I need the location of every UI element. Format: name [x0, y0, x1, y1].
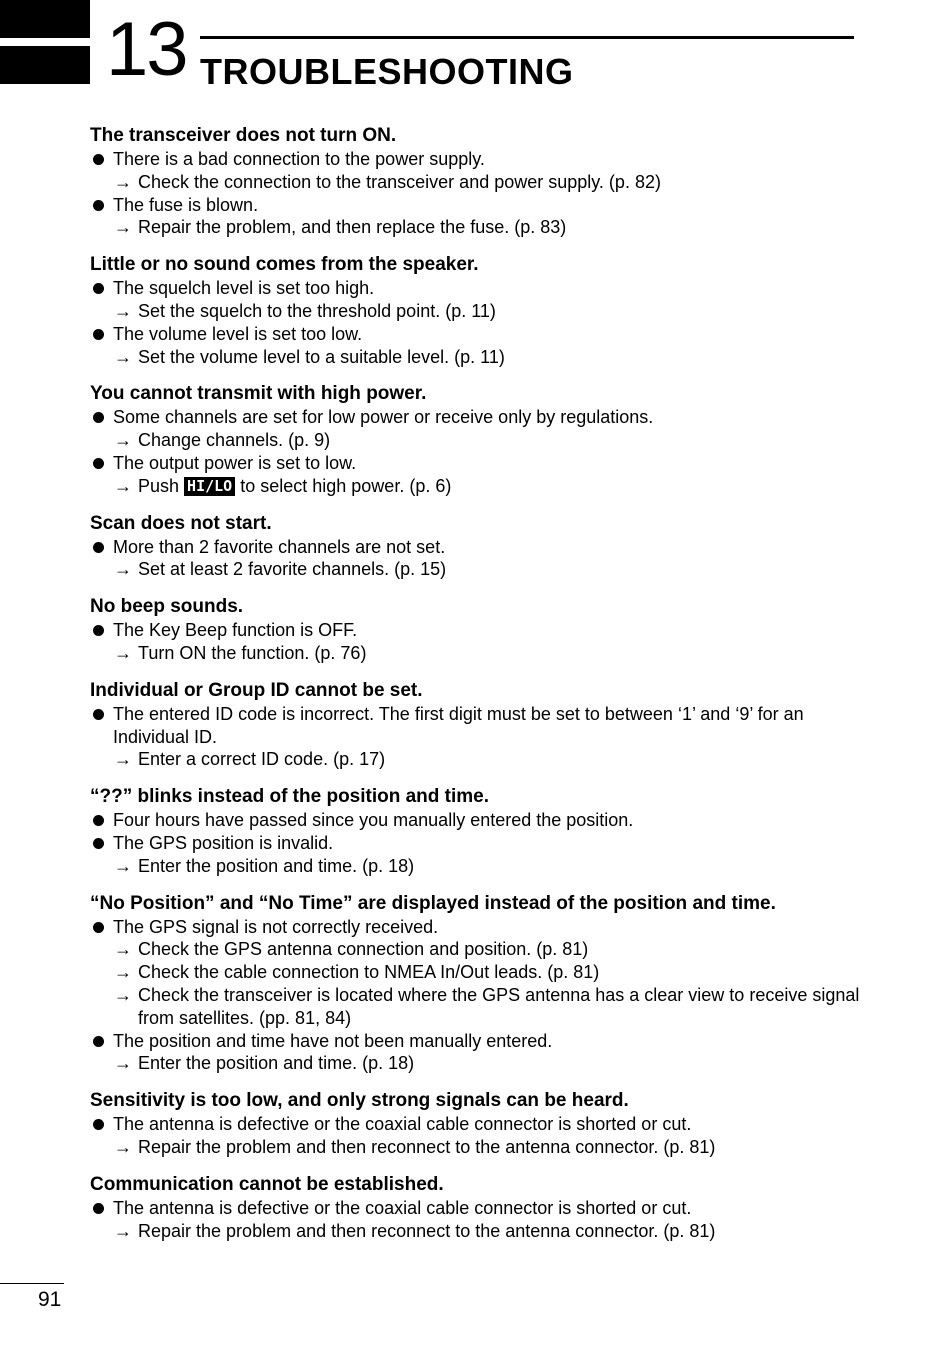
remedy-text: Repair the problem and then reconnect to the antenna connector. (p. 81) — [138, 1220, 716, 1241]
right-arrow-icon: → — [114, 1136, 132, 1157]
section-title: You cannot transmit with high power. — [90, 383, 427, 405]
remedy-text: Repair the problem, and then replace the fuse. (p. 83) — [138, 217, 567, 238]
remedy-item — [90, 1220, 870, 1243]
trouble-section — [90, 124, 870, 239]
right-arrow-icon: → — [114, 171, 132, 192]
bullet-dot-icon — [93, 412, 104, 423]
remedy-item — [90, 961, 870, 984]
trouble-section — [90, 1089, 870, 1159]
bullet-dot-icon — [93, 815, 104, 826]
symptom-item — [90, 1113, 870, 1136]
right-arrow-icon: → — [114, 642, 132, 663]
remedy-text: Check the connection to the transceiver and power supply. (p. 82) — [138, 171, 661, 192]
symptom-text: The antenna is defective or the coaxial cable connector is shorted or cut. — [113, 1114, 692, 1135]
remedy-text: Change channels. (p. 9) — [138, 430, 331, 451]
remedy-item — [90, 642, 870, 665]
right-arrow-icon: → — [114, 1220, 132, 1241]
remedy-text: Enter the position and time. (p. 18) — [138, 1053, 415, 1074]
trouble-section — [90, 512, 870, 582]
remedy-text: Set the volume level to a suitable level. (p. 11) — [138, 346, 505, 367]
remedy-item — [90, 984, 870, 1030]
footer-rule — [0, 1283, 64, 1284]
symptom-item — [90, 1030, 870, 1053]
section-title: Communication cannot be established. — [90, 1173, 444, 1195]
right-arrow-icon: → — [114, 749, 132, 770]
remedy-text: Check the cable connection to NMEA In/Out leads. (p. 81) — [138, 962, 600, 983]
section-title: “??” blinks instead of the position and time. — [90, 786, 490, 808]
page-number: 91 — [38, 1288, 62, 1311]
trouble-section — [90, 785, 870, 877]
bullet-dot-icon — [93, 542, 104, 553]
bullet-dot-icon — [93, 458, 104, 469]
symptom-text: The entered ID code is incorrect. The first digit must be set to between ‘1’ and ‘9’ for an Individual ID. — [113, 703, 804, 747]
right-arrow-icon: → — [114, 559, 132, 580]
trouble-section — [90, 382, 870, 497]
remedy-item — [90, 1136, 870, 1159]
remedy-item — [90, 558, 870, 581]
trouble-section — [90, 892, 870, 1076]
bullet-dot-icon — [93, 838, 104, 849]
header-rule — [200, 36, 854, 39]
symptom-text: The squelch level is set too high. — [113, 278, 375, 299]
remedy-text: Set at least 2 favorite channels. (p. 15) — [138, 559, 447, 580]
troubleshooting-content — [90, 124, 870, 1256]
symptom-text: Some channels are set for low power or receive only by regulations. — [113, 407, 654, 428]
symptom-text: The fuse is blown. — [113, 194, 259, 215]
remedy-text: Enter the position and time. (p. 18) — [138, 855, 415, 876]
right-arrow-icon: → — [114, 962, 132, 983]
section-title: “No Position” and “No Time” are displayed instead of the position and time. — [90, 892, 776, 914]
symptom-item — [90, 194, 870, 217]
symptom-item — [90, 1197, 870, 1220]
remedy-item — [90, 475, 870, 498]
right-arrow-icon: → — [114, 300, 132, 321]
symptom-text: The output power is set to low. — [113, 452, 357, 473]
right-arrow-icon: → — [114, 346, 132, 367]
remedy-item — [90, 300, 870, 323]
symptom-item — [90, 406, 870, 429]
symptom-item — [90, 832, 870, 855]
bullet-dot-icon — [93, 1036, 104, 1047]
remedy-item — [90, 346, 870, 369]
symptom-text: The volume level is set too low. — [113, 323, 363, 344]
remedy-text: Check the GPS antenna connection and position. (p. 81) — [138, 939, 589, 960]
symptom-text: More than 2 favorite channels are not set. — [113, 536, 446, 557]
chapter-tab-bottom — [0, 46, 90, 84]
chapter-tab-top — [0, 0, 90, 38]
symptom-item — [90, 916, 870, 939]
remedy-item — [90, 855, 870, 878]
remedy-item — [90, 748, 870, 771]
bullet-dot-icon — [93, 625, 104, 636]
remedy-text: Check the transceiver is located where the GPS antenna has a clear view to receive signal from satellites. (pp. 81, 84) — [138, 984, 860, 1028]
section-title: No beep sounds. — [90, 596, 244, 618]
right-arrow-icon: → — [114, 1053, 132, 1074]
symptom-item — [90, 277, 870, 300]
symptom-text: The GPS signal is not correctly received. — [113, 916, 439, 937]
section-title: Little or no sound comes from the speaker. — [90, 254, 479, 276]
symptom-item — [90, 323, 870, 346]
remedy-item — [90, 429, 870, 452]
right-arrow-icon: → — [114, 217, 132, 238]
bullet-dot-icon — [93, 1203, 104, 1214]
bullet-dot-icon — [93, 154, 104, 165]
remedy-text: Set the squelch to the threshold point. (p. 11) — [138, 300, 496, 321]
section-title: Individual or Group ID cannot be set. — [90, 679, 423, 701]
right-arrow-icon: → — [114, 984, 132, 1005]
symptom-item — [90, 703, 870, 749]
symptom-item — [90, 809, 870, 832]
symptom-item — [90, 619, 870, 642]
symptom-item — [90, 536, 870, 559]
symptom-text: The Key Beep function is OFF. — [113, 620, 358, 641]
remedy-text: Repair the problem and then reconnect to the antenna connector. (p. 81) — [138, 1136, 716, 1157]
symptom-item — [90, 148, 870, 171]
bullet-dot-icon — [93, 709, 104, 720]
symptom-text: Four hours have passed since you manually entered the position. — [113, 810, 634, 831]
right-arrow-icon: → — [114, 855, 132, 876]
remedy-text: Enter a correct ID code. (p. 17) — [138, 749, 386, 770]
trouble-section — [90, 1173, 870, 1243]
symptom-text: The position and time have not been manually entered. — [113, 1030, 553, 1051]
trouble-section — [90, 679, 870, 771]
remedy-item — [90, 938, 870, 961]
trouble-section — [90, 253, 870, 368]
right-arrow-icon: → — [114, 430, 132, 451]
bullet-dot-icon — [93, 200, 104, 211]
section-title: Sensitivity is too low, and only strong signals can be heard. — [90, 1090, 629, 1112]
remedy-item — [90, 1052, 870, 1075]
bullet-dot-icon — [93, 922, 104, 933]
chapter-title: TROUBLESHOOTING — [200, 51, 574, 92]
symptom-text: The GPS position is invalid. — [113, 832, 334, 853]
remedy-item — [90, 216, 870, 239]
symptom-text: There is a bad connection to the power supply. — [113, 149, 485, 169]
remedy-text-before: Push — [138, 475, 180, 496]
right-arrow-icon: → — [114, 939, 132, 960]
hi-lo-key-icon: HI/LO — [184, 477, 235, 496]
remedy-text-after: to select high power. (p. 6) — [240, 475, 452, 496]
section-title: Scan does not start. — [90, 512, 272, 534]
symptom-item — [90, 452, 870, 475]
chapter-number: 13 — [106, 7, 187, 92]
trouble-section — [90, 595, 870, 665]
bullet-dot-icon — [93, 329, 104, 340]
bullet-dot-icon — [93, 1119, 104, 1130]
remedy-item — [90, 171, 870, 194]
symptom-text: The antenna is defective or the coaxial cable connector is shorted or cut. — [113, 1197, 692, 1218]
remedy-text: Turn ON the function. (p. 76) — [138, 642, 367, 663]
right-arrow-icon: → — [114, 475, 132, 496]
section-title: The transceiver does not turn ON. — [90, 125, 397, 146]
bullet-dot-icon — [93, 283, 104, 294]
